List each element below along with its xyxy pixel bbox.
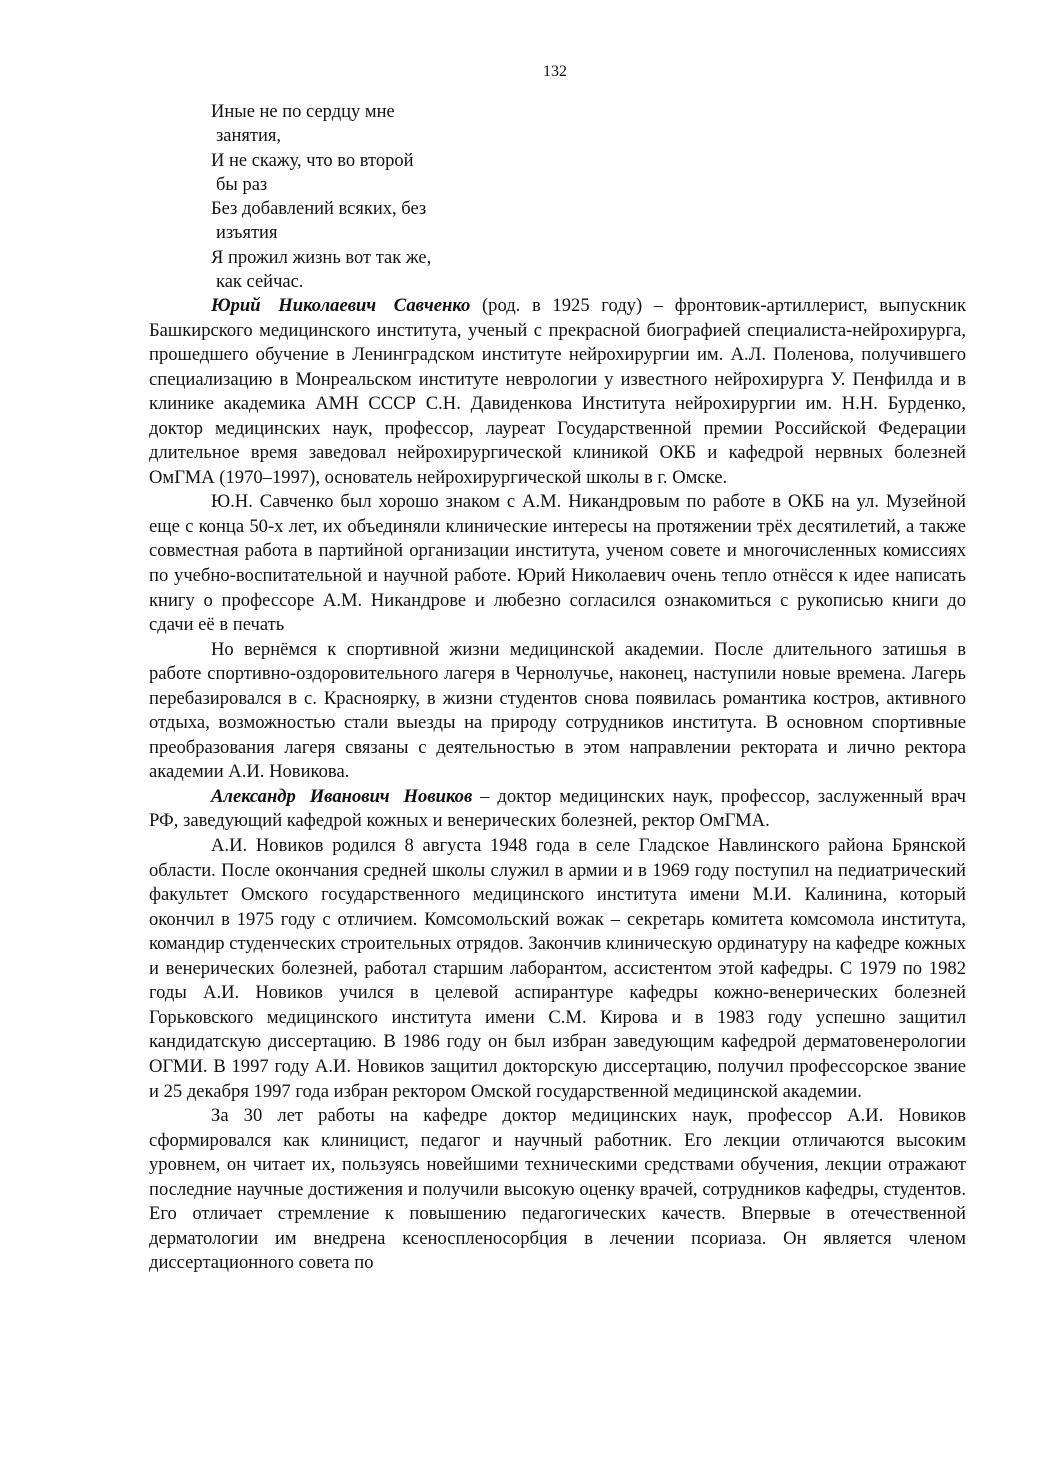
- poem-line: Без добавлений всяких, без: [211, 199, 427, 220]
- poem-stanza: [211, 100, 531, 294]
- paragraph-novikov-bio: А.И. Новиков родился 8 августа 1948 года в селе Гладское Навлинского района Брянской области. После окончания средней школы служил в армии и в 1969 году поступил на педиатрический факультет Омского государственного медицинского института имени М.И. Калинина, который окончил в 1975 году с отличием. Комсомольский вожак – секретарь комитета комсомола института, командир студенческих строительных отрядов. Закончив клиническую ординатуру на кафедре кожных и венерических болезней, работал старшим лаборантом, ассистентом этой кафедры. С 1979 по 1982 годы А.И. Новиков учился в целевой аспирантуре кафедры кожно-венерических болезней Горьковского медицинского института имени С.М. Кирова и в 1983 году успешно защитил кандидатскую диссертацию. В 1986 году он был избран заведующим кафедрой дерматовенерологии ОГМИ. В 1997 году А.И. Новиков защитил докторскую диссертацию, получил профессорское звание и 25 декабря 1997 года избран ректором Омской государственной медицинской академии.: [149, 835, 966, 1102]
- body-text: [149, 294, 966, 1276]
- paragraph-savchenko-bio: [149, 294, 966, 490]
- poem-line: занятия,: [216, 126, 282, 147]
- paragraph-text: (род. в 1925 году) – фронтовик-артиллерист, выпускник Башкирского медицинского института, ученый с прекрасной биографией специалиста-нейрохирурга, прошедшего обучение в Ленинградском институте нейрохирургии им. А.Л. Поленова, получившего специализацию в Монреальском институте неврологии у известного нейрохирурга У. Пенфилда и в клинике академика АМН СССР С.Н. Давиденкова Института нейрохирургии им. Н.Н. Бурденко, доктор медицинских наук, профессор, лауреат Государственной премии Российской Федерации длительное время заведовал нейрохирургической клиникой ОКБ и кафедрой нервных болезней ОмГМА (1970–1997), основатель нейрохирургической школы в г. Омске.: [149, 295, 966, 488]
- paragraph-savchenko-nikandrov: Ю.Н. Савченко был хорошо знаком с А.М. Никандровым по работе в ОКБ на ул. Музейной еще с конца 50-х лет, их объединяли клинические интересы на протяжении трёх десятилетий, а также совместная работа в партийной организации института, ученом совете и многочисленных комиссиях по учебно-воспитательной и научной работе. Юрий Николаевич очень тепло отнёсся к идее написать книгу о профессоре А.М. Никандрове и любезно согласился ознакомиться с рукописью книги до сдачи её в печать: [149, 491, 966, 636]
- person-name-novikov: Александр Иванович Новиков: [211, 785, 473, 807]
- page-number: 132: [543, 63, 567, 80]
- paragraph-sports-life: Но вернёмся к спортивной жизни медицинской академии. После длительного затишья в работе спортивно-оздоровительного лагеря в Чернолучье, наконец, наступили новые времена. Лагерь перебазировался в с. Краснoярку, в жизни студентов снова появилась романтика костров, активного отдыха, возможностью стали выезды на природу сотрудников института. В основном спортивные преобразования лагеря связаны с деятельностью в этом направлении ректората и лично ректора академии А.И. Новикова.: [149, 638, 966, 783]
- poem-line: Иные не по сердцу мне: [211, 102, 395, 122]
- person-name-savchenko: Юрий Николаевич Савченко: [211, 295, 471, 316]
- poem-line: И не скажу, что во второй: [211, 150, 414, 171]
- poem-line: бы раз: [216, 174, 268, 195]
- poem-line: Я прожил жизнь вот так же,: [211, 247, 432, 268]
- poem-line: как сейчас.: [216, 272, 304, 293]
- paragraph-text: – доктор медицинских наук, профессор, заслуженный врач РФ, заведующий кафедрой кожных и венерических болезней, ректор ОмГМА.: [149, 785, 966, 832]
- paragraph-novikov-work: За 30 лет работы на кафедре доктор медицинских наук, профессор А.И. Новиков сформировался как клиницист, педагог и научный работник. Его лекции отличаются высоким уровнем, он читает их, пользуясь новейшими техническими средствами обучения, лекции отражают последние научные достижения и получили высокую оценку врачей, сотрудников кафедры, студентов. Его отличает стремление к повышению педагогических качеств. Впервые в отечественной дерматологии им внедрена ксеноспленосорбция в лечении псориаза. Он является членом диссертационного совета по: [149, 1105, 966, 1274]
- paragraph-novikov-intro: [149, 785, 966, 834]
- poem-line: изъятия: [216, 223, 278, 244]
